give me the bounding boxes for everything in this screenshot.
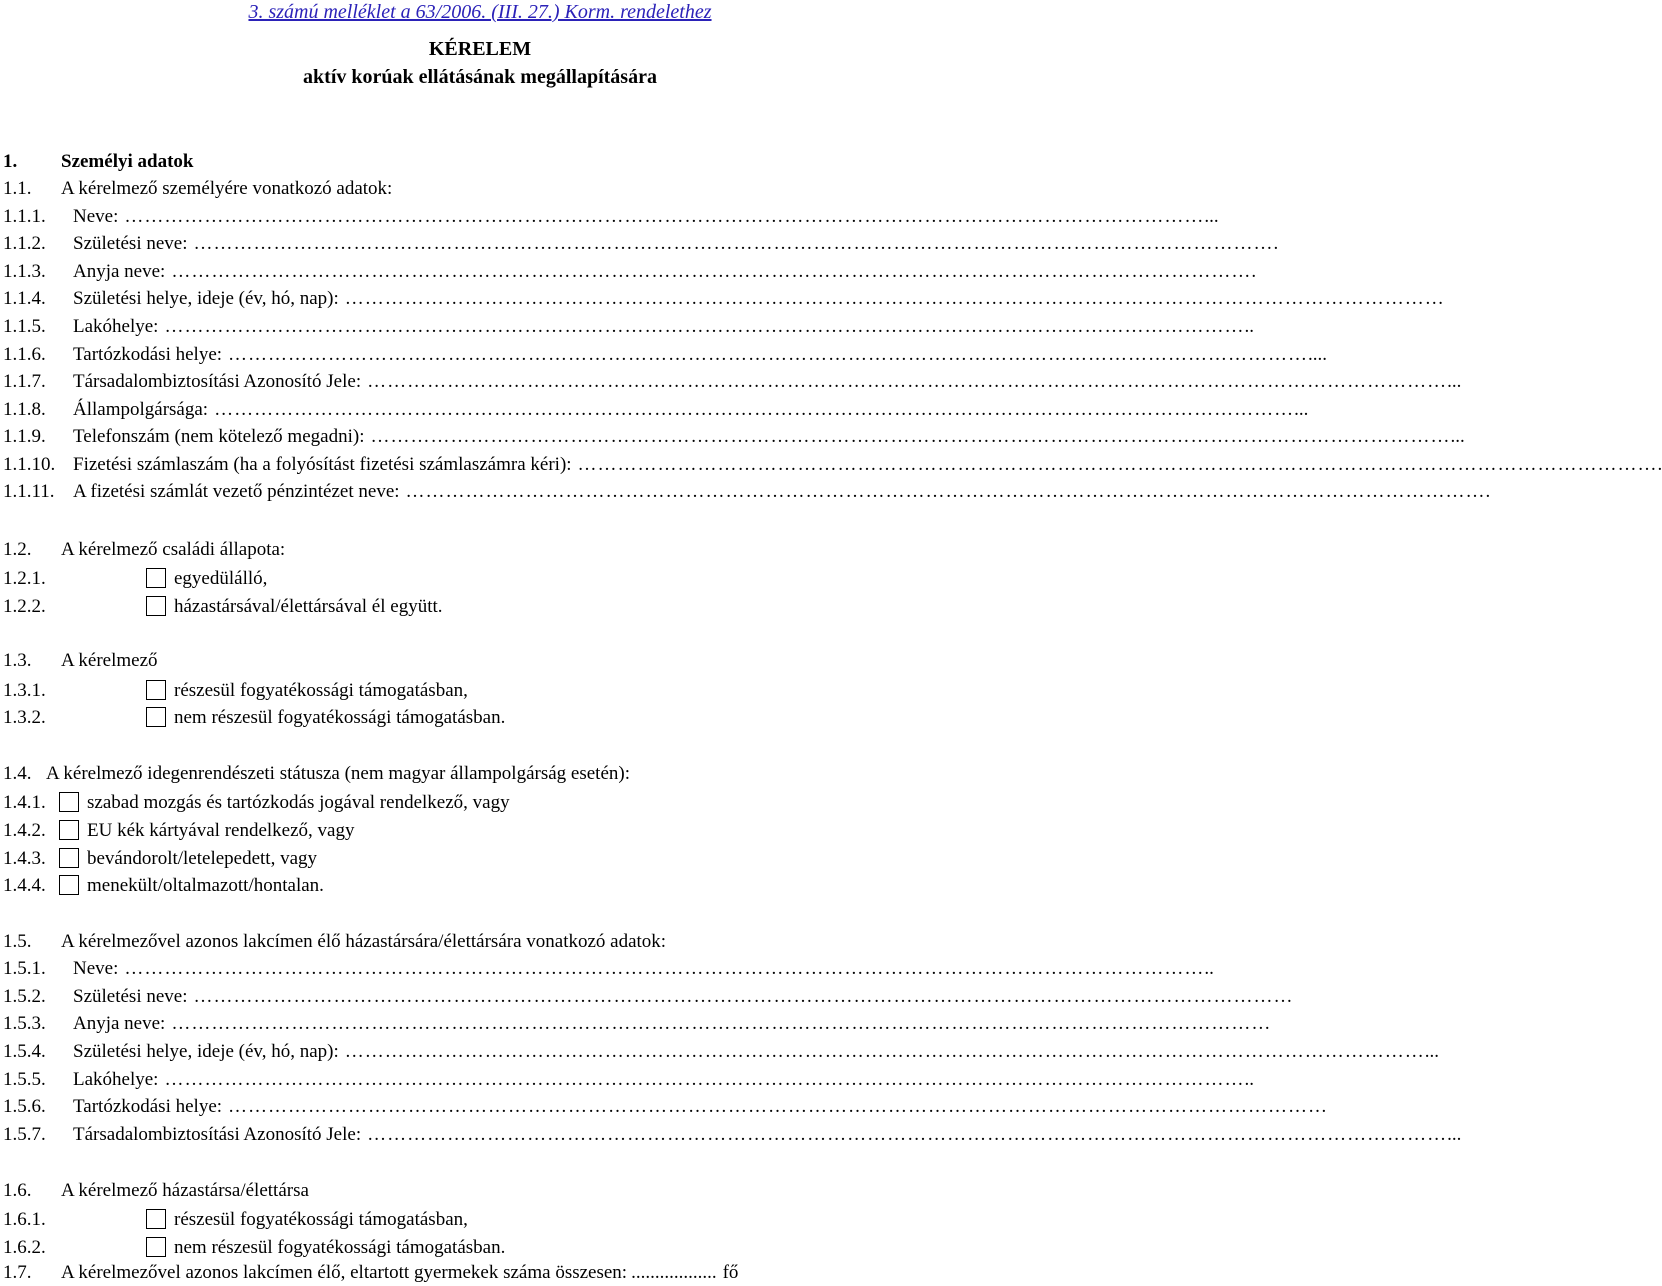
header-link[interactable]: 3. számú melléklet a 63/2006. (III. 27.) Korm. rendelethez	[248, 1, 712, 23]
section-number: 1.1.	[3, 178, 32, 199]
field-label: Születési neve:	[73, 233, 188, 254]
option-disability-support-no[interactable]	[3, 703, 952, 729]
fill-line[interactable]: ……………………………………………………………………………………………………………………………………………… …	[194, 984, 1274, 1010]
field-label: Fizetési számlaszám (ha a folyósítást fizetési számlaszámra kéri):	[73, 454, 572, 475]
field-applicant-birth-place-date[interactable]	[3, 286, 1444, 312]
fill-line[interactable]: ……………………………………………………………………………………………………………………………………………… ...	[367, 1122, 1447, 1148]
field-applicant-taj[interactable]	[3, 369, 1462, 395]
option-label: részesül fogyatékossági támogatásban,	[174, 1209, 468, 1230]
option-number: 1.2.2.	[3, 596, 46, 617]
field-children-count[interactable]	[3, 1260, 952, 1286]
option-label: házastársával/élettársával él együtt.	[174, 596, 443, 617]
section-title: A kérelmezővel azonos lakcímen élő házastársára/élettársára vonatkozó adatok:	[61, 931, 667, 952]
section-number: 1.4.	[3, 763, 32, 784]
option-label: egyedülálló,	[174, 568, 268, 589]
unit-label: fő	[722, 1262, 739, 1283]
fill-line[interactable]: ……………………………………………………………………………………………………………………………………………… …	[345, 286, 1425, 312]
checkbox[interactable]	[146, 707, 166, 727]
field-label: Születési neve:	[73, 986, 188, 1007]
section-title: A kérelmező idegenrendészeti státusza (nem magyar állampolgárság esetén):	[46, 763, 630, 784]
field-number: 1.5.5.	[3, 1069, 46, 1090]
field-label: A fizetési számlát vezető pénzintézet neve:	[73, 481, 400, 502]
field-number: 1.5.1.	[3, 958, 46, 979]
form-subtitle: aktív korúak ellátásának megállapítására	[303, 66, 657, 88]
fill-line[interactable]: ……………………………………………………………………………………………………………………………………………… ...	[370, 424, 1450, 450]
option-label: menekült/oltalmazott/hontalan.	[87, 875, 324, 896]
checkbox[interactable]	[146, 596, 166, 616]
fill-line[interactable]: ..................	[631, 1262, 717, 1283]
option-number: 1.3.1.	[3, 680, 46, 701]
option-eu-blue-card[interactable]	[3, 816, 952, 842]
field-label: Neve:	[73, 958, 119, 979]
fill-line[interactable]: ……………………………………………………………………………………………………………………………………………… …	[171, 1011, 1251, 1037]
field-spouse-mother-name[interactable]	[3, 1011, 1271, 1037]
option-label: EU kék kártyával rendelkező, vagy	[87, 820, 355, 841]
option-number: 1.4.4.	[3, 875, 46, 896]
field-number: 1.5.6.	[3, 1096, 46, 1117]
field-label: Születési helye, ideje (év, hó, nap):	[73, 288, 339, 309]
field-spouse-name[interactable]	[3, 956, 1214, 982]
field-number: 1.1.4.	[3, 288, 46, 309]
field-applicant-phone[interactable]	[3, 424, 1465, 450]
section-title: A kérelmező házastársa/élettársa	[61, 1180, 309, 1201]
field-label: Telefonszám (nem kötelező megadni):	[73, 426, 365, 447]
fill-line[interactable]: ……………………………………………………………………………………………………………………………………………… ..	[164, 1067, 1244, 1093]
field-number: 1.1.2.	[3, 233, 46, 254]
option-spouse-disability-yes[interactable]	[3, 1205, 952, 1231]
field-label: Anyja neve:	[73, 1013, 166, 1034]
option-with-spouse[interactable]	[3, 592, 952, 618]
option-label: bevándorolt/letelepedett, vagy	[87, 848, 318, 869]
section-number: 1.7.	[3, 1262, 32, 1283]
field-number: 1.5.7.	[3, 1124, 46, 1145]
option-number: 1.6.1.	[3, 1209, 46, 1230]
field-number: 1.1.1.	[3, 206, 46, 227]
field-applicant-residence[interactable]	[3, 314, 1254, 340]
section-1-6-heading	[3, 1178, 952, 1204]
section-number: 1.3.	[3, 650, 32, 671]
section-number: 1.5.	[3, 931, 32, 952]
checkbox[interactable]	[59, 848, 79, 868]
option-free-movement[interactable]	[3, 788, 952, 814]
checkbox[interactable]	[59, 792, 79, 812]
option-immigrant[interactable]	[3, 844, 952, 870]
field-spouse-stay-place[interactable]	[3, 1094, 1328, 1120]
section-1-5-heading	[3, 929, 952, 955]
checkbox[interactable]	[146, 1209, 166, 1229]
field-spouse-taj[interactable]	[3, 1122, 1462, 1148]
fill-line[interactable]: ……………………………………………………………………………………………………………………………………………… .	[171, 259, 1251, 285]
section-title: A kérelmező családi állapota:	[61, 539, 286, 560]
fill-line[interactable]: ……………………………………………………………………………………………………………………………………………… …	[228, 1094, 1308, 1120]
field-number: 1.5.3.	[3, 1013, 46, 1034]
section-title: Személyi adatok	[61, 151, 194, 172]
section-1-heading	[3, 149, 952, 175]
field-spouse-birth-name[interactable]	[3, 984, 1293, 1010]
field-number: 1.1.6.	[3, 344, 46, 365]
fill-line[interactable]: ……………………………………………………………………………………………………………………………………………… .	[194, 231, 1274, 257]
field-number: 1.1.10.	[3, 454, 56, 475]
field-label: Lakóhelye:	[73, 316, 159, 337]
section-1-1-heading	[3, 176, 952, 202]
option-number: 1.4.2.	[3, 820, 46, 841]
checkbox[interactable]	[146, 680, 166, 700]
checkbox[interactable]	[146, 1237, 166, 1257]
option-label: részesül fogyatékossági támogatásban,	[174, 680, 468, 701]
field-number: 1.5.2.	[3, 986, 46, 1007]
option-number: 1.4.1.	[3, 792, 46, 813]
section-number: 1.6.	[3, 1180, 32, 1201]
section-title: A kérelmező személyére vonatkozó adatok:	[61, 178, 393, 199]
section-1-3-heading	[3, 648, 952, 674]
section-1-4-heading	[3, 761, 952, 787]
field-label: Neve:	[73, 206, 119, 227]
field-label: Lakóhelye:	[73, 1069, 159, 1090]
checkbox[interactable]	[146, 568, 166, 588]
field-spouse-residence[interactable]	[3, 1067, 1254, 1093]
checkbox[interactable]	[59, 820, 79, 840]
section-1-2-heading	[3, 537, 952, 563]
fill-line[interactable]: ……………………………………………………………………………………………………………………………………………… .	[578, 452, 1658, 478]
section-title: A kérelmező	[61, 650, 158, 671]
field-number: 1.1.7.	[3, 371, 46, 392]
field-number: 1.1.5.	[3, 316, 46, 337]
field-label: Állampolgársága:	[73, 399, 209, 420]
option-number: 1.6.2.	[3, 1237, 46, 1258]
field-label: Társadalombiztosítási Azonosító Jele:	[73, 371, 362, 392]
section-number: 1.2.	[3, 539, 32, 560]
fill-line[interactable]: ……………………………………………………………………………………………………………………………………………… ....	[228, 342, 1308, 368]
option-number: 1.4.3.	[3, 848, 46, 869]
option-disability-support-yes[interactable]	[3, 676, 952, 702]
field-number: 1.1.8.	[3, 399, 46, 420]
field-applicant-citizenship[interactable]	[3, 397, 1309, 423]
form-title: KÉRELEM	[428, 38, 532, 60]
field-number: 1.5.4.	[3, 1041, 46, 1062]
field-number: 1.1.9.	[3, 426, 46, 447]
fill-line[interactable]: ……………………………………………………………………………………………………………………………………………… ...	[367, 369, 1447, 395]
field-label: A kérelmezővel azonos lakcímen élő, eltartott gyermekek száma összesen:	[61, 1262, 628, 1283]
option-label: nem részesül fogyatékossági támogatásban.	[174, 1237, 506, 1258]
field-label: Tartózkodási helye:	[73, 344, 223, 365]
fill-line[interactable]: ……………………………………………………………………………………………………………………………………………… .	[406, 479, 1486, 505]
field-applicant-stay-place[interactable]	[3, 342, 1328, 368]
field-applicant-name[interactable]	[3, 204, 1219, 230]
option-number: 1.3.2.	[3, 707, 46, 728]
field-number: 1.1.11.	[3, 481, 55, 502]
fill-line[interactable]: ……………………………………………………………………………………………………………………………………………… ...	[345, 1039, 1425, 1065]
fill-line[interactable]: ……………………………………………………………………………………………………………………………………………… ...	[124, 204, 1204, 230]
field-number: 1.1.3.	[3, 261, 46, 282]
option-spouse-disability-no[interactable]	[3, 1233, 952, 1259]
section-number: 1.	[3, 151, 18, 172]
field-label: Születési helye, ideje (év, hó, nap):	[73, 1041, 339, 1062]
option-label: szabad mozgás és tartózkodás jogával rendelkező, vagy	[87, 792, 510, 813]
fill-line[interactable]: ……………………………………………………………………………………………………………………………………………… ..	[124, 956, 1204, 982]
option-label: nem részesül fogyatékossági támogatásban.	[174, 707, 506, 728]
field-applicant-mother-name[interactable]	[3, 259, 1257, 285]
option-single[interactable]	[3, 564, 952, 590]
field-label: Tartózkodási helye:	[73, 1096, 223, 1117]
field-label: Társadalombiztosítási Azonosító Jele:	[73, 1124, 362, 1145]
checkbox[interactable]	[59, 875, 79, 895]
fill-line[interactable]: ……………………………………………………………………………………………………………………………………………… ...	[214, 397, 1294, 423]
field-applicant-bank-name[interactable]	[3, 479, 1491, 505]
option-refugee[interactable]	[3, 871, 952, 897]
field-applicant-birth-name[interactable]	[3, 231, 1279, 257]
field-applicant-account-number[interactable]	[3, 452, 1662, 478]
fill-line[interactable]: ……………………………………………………………………………………………………………………………………………… ..	[164, 314, 1244, 340]
field-spouse-birth-place-date[interactable]	[3, 1039, 1439, 1065]
field-label: Anyja neve:	[73, 261, 166, 282]
option-number: 1.2.1.	[3, 568, 46, 589]
